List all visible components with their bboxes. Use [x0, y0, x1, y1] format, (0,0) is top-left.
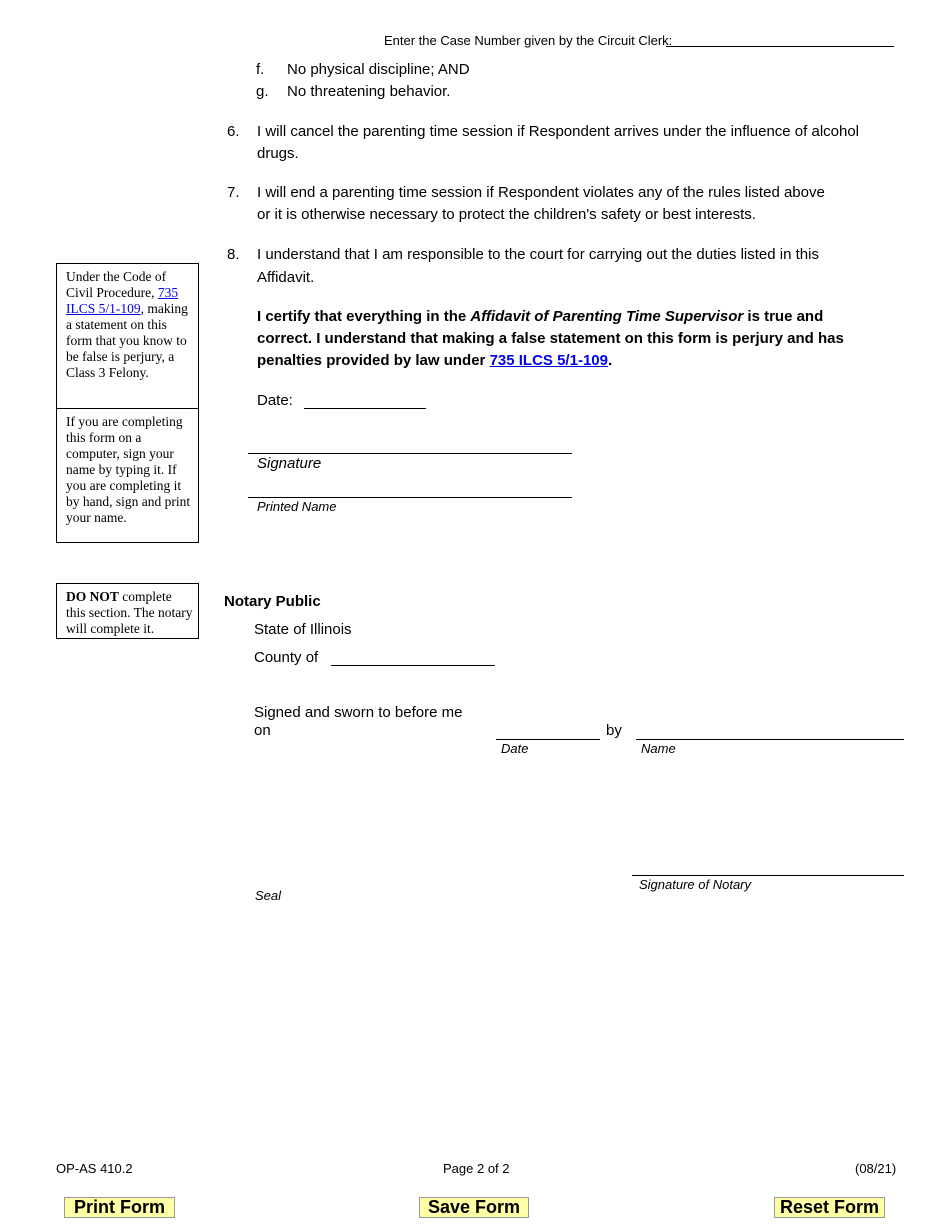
notary-name-field[interactable] — [636, 723, 904, 740]
item-f-marker: f. — [256, 61, 265, 78]
print-form-button[interactable]: Print Form — [64, 1197, 175, 1218]
notary-signature-label: Signature of Notary — [639, 877, 752, 892]
certification-title: Affidavit of Parenting Time Supervisor — [470, 308, 744, 325]
date-field[interactable] — [304, 392, 426, 409]
printed-name-label: Printed Name — [257, 499, 337, 514]
case-number-label: Enter the Case Number given by the Circuit Clerk: — [384, 33, 673, 48]
certification-end: . — [607, 352, 613, 369]
item-g-marker: g. — [256, 83, 269, 100]
item-7-number: 7. — [227, 184, 240, 201]
notary-signature-field[interactable] — [632, 859, 904, 876]
certification-part1: I certify that everything in the — [257, 308, 471, 325]
item-7-line2: or it is otherwise necessary to protect the children's safety or best interests. — [257, 206, 756, 223]
signing-instructions-box: If you are completing this form on a computer, sign your name by typing it. If you are completing it by hand, sign and print your name. — [56, 408, 199, 543]
notary-instructions-rest: complete this section. The notary will complete it. — [66, 589, 193, 636]
form-version: (08/21) — [855, 1161, 897, 1176]
printed-name-field[interactable] — [248, 480, 572, 498]
item-8-number: 8. — [227, 246, 240, 263]
form-id: OP-AS 410.2 — [56, 1161, 133, 1176]
item-6-number: 6. — [227, 123, 240, 140]
perjury-statute-link[interactable]: 735 ILCS 5/1-109 — [66, 285, 179, 316]
item-g-text: No threatening behavior. — [287, 83, 451, 100]
notary-name-label: Name — [641, 741, 676, 756]
notary-sworn-line1: Signed and sworn to before me — [254, 704, 463, 721]
notary-by-label: by — [606, 722, 622, 739]
certification-statute-link[interactable]: 735 ILCS 5/1-109 — [489, 352, 608, 369]
perjury-warning-pre: Under the Code of Civil Procedure, — [66, 269, 167, 300]
notary-state: State of Illinois — [254, 621, 352, 638]
save-form-button[interactable]: Save Form — [419, 1197, 529, 1218]
reset-form-button[interactable]: Reset Form — [774, 1197, 885, 1218]
date-label: Date: — [257, 392, 293, 409]
notary-date-field[interactable] — [496, 723, 600, 740]
notary-sworn-line2: on — [254, 722, 271, 739]
notary-heading: Notary Public — [224, 593, 321, 610]
page-number: Page 2 of 2 — [443, 1161, 510, 1176]
perjury-warning-post: , making a statement on this form that you know to be false is perjury, a Class 3 Felony. — [66, 301, 188, 380]
notary-date-label: Date — [501, 741, 529, 756]
item-6-line1: I will cancel the parenting time session if Respondent arrives under the influence of alcohol — [257, 123, 860, 140]
item-8-line2: Affidavit. — [257, 269, 315, 286]
notary-seal-label: Seal — [255, 888, 282, 903]
item-7-line1: I will end a parenting time session if Respondent violates any of the rules listed above — [257, 184, 825, 201]
notary-county-label: County of — [254, 649, 319, 666]
notary-instructions-bold: DO NOT — [66, 589, 119, 604]
certification-statement — [257, 306, 867, 372]
signature-label: Signature — [257, 455, 322, 472]
case-number-field[interactable] — [666, 30, 894, 47]
item-6-line2: drugs. — [257, 145, 299, 162]
item-f-text: No physical discipline; AND — [287, 61, 470, 78]
perjury-warning-box — [56, 263, 199, 409]
notary-county-field[interactable] — [331, 649, 495, 666]
certification-part2: is true and correct. I understand that making a false statement on this form is perjury and has penalties provided by law under — [257, 308, 844, 369]
signature-field[interactable] — [248, 436, 572, 454]
notary-instructions-box — [56, 583, 199, 639]
item-8-line1: I understand that I am responsible to the court for carrying out the duties listed in this — [257, 246, 819, 263]
